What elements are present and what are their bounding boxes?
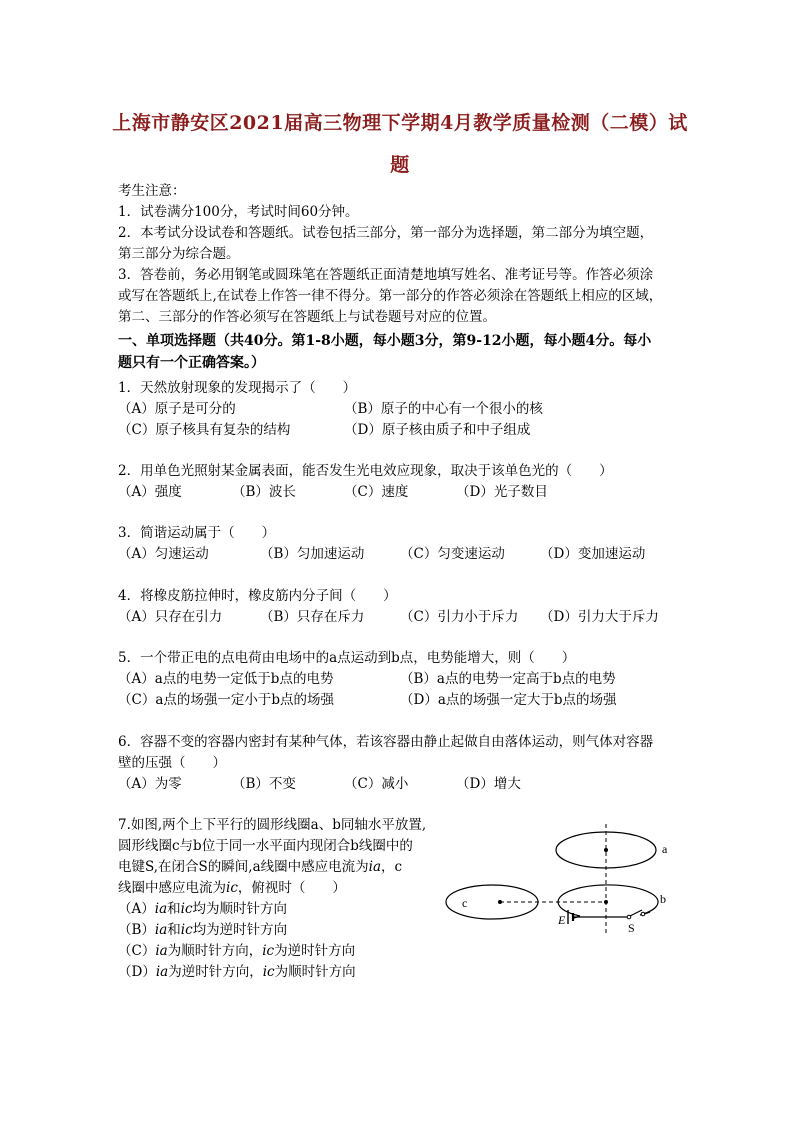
- exam-title-line2: 题: [390, 154, 410, 176]
- q7-option-a: （A）ia和ic均为顺时针方向: [118, 901, 288, 917]
- section1-header-cont: 题只有一个正确答案。）: [118, 355, 265, 371]
- q2-option-d: （D）光子数目: [456, 484, 548, 500]
- q6-option-a: （A）为零: [118, 776, 182, 792]
- ia-symbol: ia: [368, 859, 382, 875]
- notice-item-3a: 3．答卷前，务必用钢笔或圆珠笔在答题纸正面清楚地填写姓名、准考证号等。作答必须涂: [118, 267, 654, 283]
- q3-stem: 3．简谐运动属于（ ）: [118, 525, 276, 541]
- q1-option-c: （C）原子核具有复杂的结构: [118, 422, 291, 438]
- q6-option-d: （D）增大: [456, 776, 521, 792]
- q7-stem-3: 电键S,在闭合S的瞬间,a线圈中感应电流为ia，c: [118, 859, 403, 875]
- exam-title-line1: 上海市静安区2021届高三物理下学期4月教学质量检测（二模）试: [112, 112, 688, 134]
- q3-option-d: （D）变加速运动: [540, 546, 646, 562]
- q6-stem-cont: 壁的压强（ ）: [118, 755, 226, 771]
- q5-stem: 5．一个带正电的点电荷由电场中的a点运动到b点，电势能增大，则（ ）: [118, 650, 576, 666]
- label-b: b: [660, 892, 666, 906]
- label-E: E: [558, 913, 566, 927]
- q4-stem: 4．将橡皮筋拉伸时，橡皮筋内分子间（ ）: [118, 588, 397, 604]
- q1-option-d: （D）原子核由质子和中子组成: [344, 422, 531, 438]
- q7-stem-2: 圆形线圈c与b位于同一水平面内现闭合b线圈中的: [118, 838, 413, 854]
- q3-option-c: （C）匀变速运动: [400, 546, 505, 562]
- ic-symbol: ic: [226, 880, 238, 896]
- q4-option-d: （D）引力大于斥力: [540, 609, 659, 625]
- q2-option-c: （C）速度: [344, 484, 409, 500]
- coil-diagram: [440, 820, 680, 940]
- q6-stem: 6．容器不变的容器内密封有某种气体，若该容器由静止起做自由落体运动，则气体对容器: [118, 734, 654, 750]
- q6-option-b: （B）不变: [232, 776, 296, 792]
- q1-stem: 1．天然放射现象的发现揭示了（ ）: [118, 380, 357, 396]
- notice-heading: 考生注意：: [118, 183, 186, 199]
- q4-option-c: （C）引力小于斥力: [400, 609, 519, 625]
- label-S: S: [628, 921, 635, 935]
- q2-option-b: （B）波长: [232, 484, 296, 500]
- q7-stem-4: 线圈中感应电流为ic，俯视时（ ）: [118, 880, 346, 896]
- q5-option-b: （B）a点的电势一定高于b点的电势: [400, 671, 616, 687]
- coil-b: [558, 885, 658, 916]
- notice-item-2a: 2．本考试分设试卷和答题纸。试卷包括三部分，第一部分为选择题，第二部分为填空题，: [118, 225, 654, 241]
- q7-option-d: （D）ia为逆时针方向，ic为顺时针方向: [118, 964, 356, 980]
- notice-item-3c: 第二、三部分的作答必须写在答题纸上与试卷题号对应的位置。: [118, 309, 496, 325]
- q3-option-b: （B）匀加速运动: [260, 546, 365, 562]
- q5-option-a: （A）a点的电势一定低于b点的电势: [118, 671, 334, 687]
- q4-option-b: （B）只存在斥力: [260, 609, 365, 625]
- q1-option-b: （B）原子的中心有一个很小的核: [344, 401, 543, 417]
- q2-option-a: （A）强度: [118, 484, 182, 500]
- notice-item-1: 1．试卷满分100分，考试时间60分钟。: [118, 204, 359, 220]
- q6-option-c: （C）减小: [344, 776, 409, 792]
- q5-option-c: （C）a点的场强一定小于b点的场强: [118, 692, 335, 708]
- q3-option-a: （A）匀速运动: [118, 546, 209, 562]
- notice-item-3b: 或写在答题纸上,在试卷上作答一律不得分。第一部分的作答必须涂在答题纸上相应的区域，: [118, 288, 663, 304]
- q7-option-c: （C）ia为顺时针方向，ic为逆时针方向: [118, 943, 356, 959]
- q1-option-a: （A）原子是可分的: [118, 401, 236, 417]
- q2-stem: 2．用单色光照射某金属表面，能否发生光电效应现象，取决于该单色光的（ ）: [118, 463, 613, 479]
- label-a: a: [662, 842, 668, 856]
- label-c: c: [462, 896, 468, 910]
- notice-item-2b: 第三部分为综合题。: [118, 246, 240, 262]
- q7-stem-1: 7.如图,两个上下平行的圆形线圈a、b同轴水平放置,: [118, 817, 427, 833]
- q4-option-a: （A）只存在引力: [118, 609, 223, 625]
- section1-header: 一、单项选择题（共40分。第1-8小题，每小题3分，第9-12小题，每小题4分。每小: [118, 333, 652, 349]
- q5-option-d: （D）a点的场强一定大于b点的场强: [400, 692, 617, 708]
- q7-option-b: （B）ia和ic均为逆时针方向: [118, 922, 288, 938]
